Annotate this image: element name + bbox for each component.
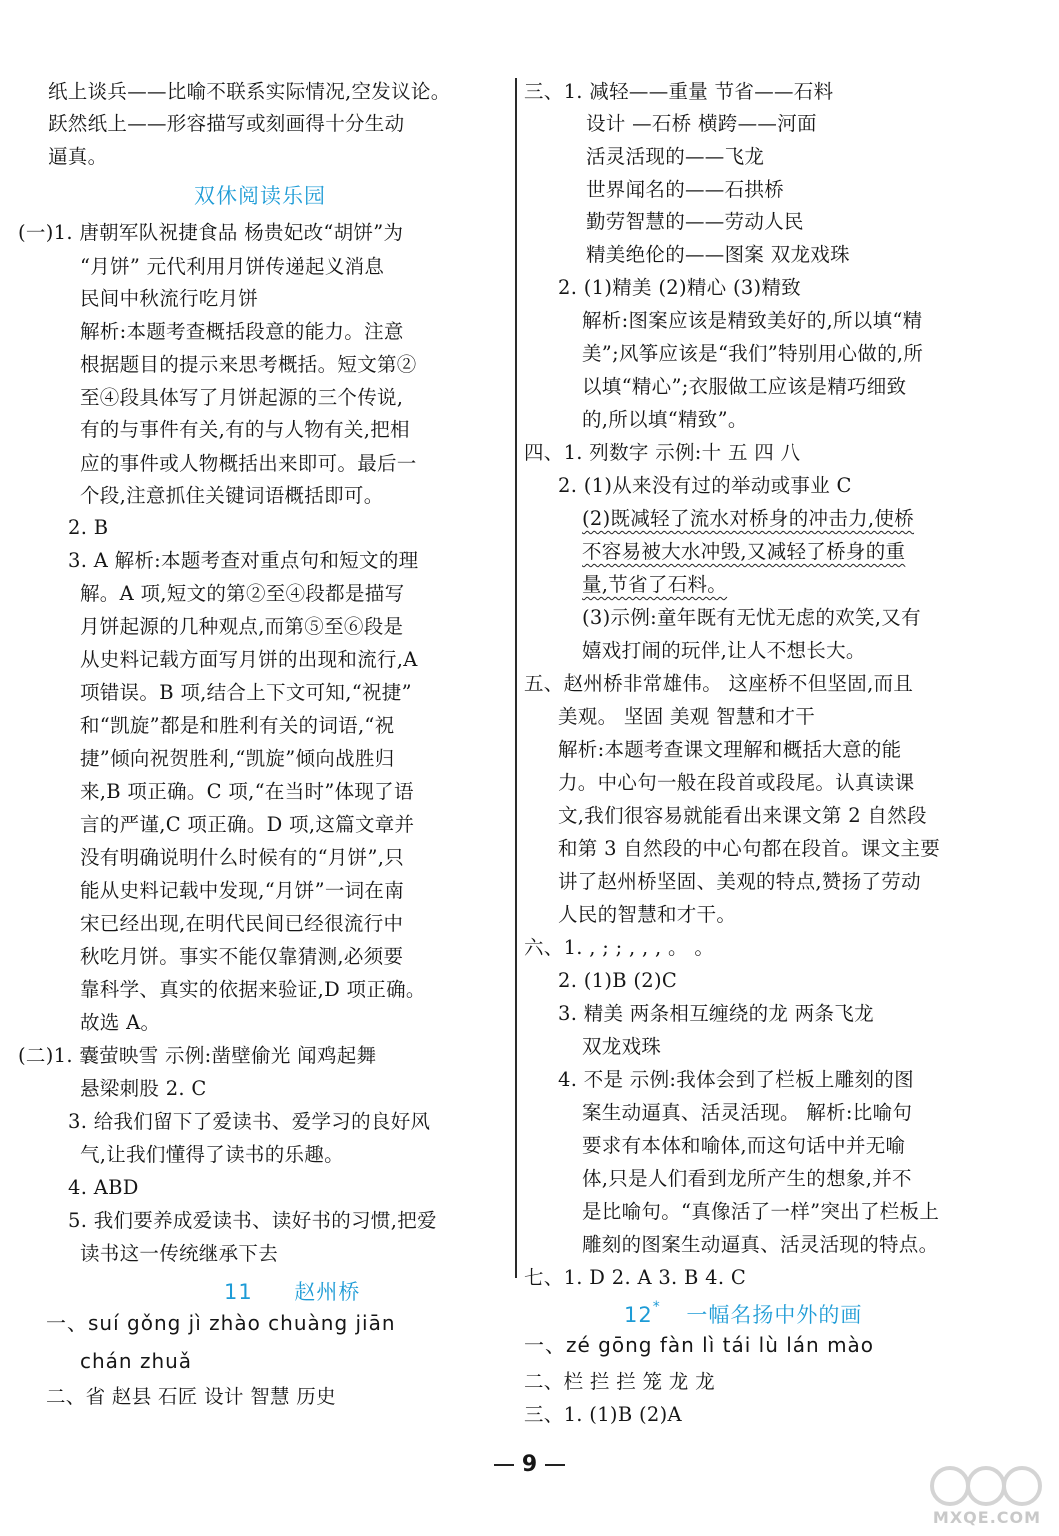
text-line: 至④段具体写了月饼起源的三个传说, [80,386,404,409]
pinyin-line: 一、zé gōng fàn lì tái lù lán mào [524,1333,875,1357]
text-line: 逼真。 [48,145,108,168]
text-line: 嬉戏打闹的玩伴,让人不想长大。 [582,639,866,662]
text-line: 四、1. 列数字 示例:十 五 四 八 [524,441,801,464]
lesson-number: 12 [624,1303,653,1327]
text-line: 2. B [68,516,109,539]
lesson-title: 一幅名扬中外的画 [686,1303,863,1327]
text-line: 靠科学、真实的依据来验证,D 项正确。 [80,978,426,1001]
text-line: 勤劳智慧的——劳动人民 [586,210,804,233]
text-line: (一)1. 唐朝军队祝捷食品 杨贵妃改“胡饼”为 [18,221,404,244]
text-line: 个段,注意抓住关键词语概括即可。 [80,484,384,507]
text-line: 2. (1)从来没有过的举动或事业 C [558,474,852,497]
text-line: 2. (1)B (2)C [558,969,678,992]
text-line: 人民的智慧和才干。 [558,903,737,926]
text-line: 六、1. , ; ; , , , 。 。 [524,936,715,959]
text-line: 跃然纸上——形容描写或刻画得十分生动 [48,112,405,135]
optional-lesson-mark: * [652,1299,661,1315]
text-line: 没有明确说明什么时候有的“月饼”,只 [80,846,405,869]
text-line: 解。A 项,短文的第②至④段都是描写 [80,582,405,605]
text-line: 的,所以填“精致”。 [582,408,748,431]
text-line: 3. 精美 两条相互缠绕的龙 两条飞龙 [558,1002,874,1025]
text-line: 解析:图案应该是精致美好的,所以填“精 [582,309,923,332]
lesson-number: 11 [224,1280,253,1304]
section-heading-reading-park: 双休阅读乐园 [194,184,326,208]
watermark-seal-icon [928,1464,1046,1508]
text-line: 是比喻句。“真像活了一样”突出了栏板上 [582,1200,940,1223]
text-line: 从史料记载方面写月饼的出现和流行,A [80,648,418,671]
lesson-heading [224,1276,360,1306]
text-line: 精美绝伦的——图案 双龙戏珠 [586,243,850,266]
text-line: 讲了赵州桥坚固、美观的特点,赞扬了劳动 [558,870,921,893]
page-number-dash [545,1464,565,1466]
lesson-title: 赵州桥 [294,1280,361,1304]
text-line: 要求有本体和喻体,而这句话中并无喻 [582,1134,906,1157]
text-line: 悬梁刺股 2. C [80,1077,207,1100]
text-line: 二、省 赵县 石匠 设计 智慧 历史 [46,1385,336,1408]
text-line: 五、赵州桥非常雄伟。 这座桥不但坚固,而且 [524,672,914,695]
text-line: 民间中秋流行吃月饼 [80,287,259,310]
page-number-dash [494,1464,514,1466]
text-line: 案生动逼真、活灵活现。 解析:比喻句 [582,1101,913,1124]
text-line: 解析:本题考查课文理解和概括大意的能 [558,738,902,761]
text-line: 5. 我们要养成爱读书、读好书的习惯,把爱 [68,1209,437,1232]
text-line: 月饼起源的几种观点,而第⑤至⑥段是 [80,615,404,638]
text-line: 解析:本题考查概括段意的能力。注意 [80,320,404,343]
text-line: 能从史料记载中发现,“月饼”一词在南 [80,879,405,902]
text-line: 3. A 解析:本题考查对重点句和短文的理 [68,549,419,572]
text-line: 4. ABD [68,1176,139,1199]
text-line: 活灵活现的——飞龙 [586,145,765,168]
text-line: 有的与事件有关,有的与人物有关,把相 [80,418,410,441]
text-line: 3. 给我们留下了爱读书、爱学习的良好风 [68,1110,431,1133]
text-line: 来,B 项正确。C 项,“在当时”体现了语 [80,780,414,803]
text-line: 故选 A。 [80,1011,161,1034]
text-line: 七、1. D 2. A 3. B 4. C [524,1266,747,1289]
text-line: 项错误。B 项,结合上下文可知,“祝捷” [80,681,412,704]
text-line: 根据题目的提示来思考概括。短文第② [80,353,417,376]
underlined-answer-line: 不容易被大水冲毁,又减轻了桥身的重 [582,540,906,563]
text-line: 体,只是人们看到龙所产生的想象,并不 [582,1167,912,1190]
text-line: 应的事件或人物概括出来即可。最后一 [80,452,417,475]
watermark-logo [928,1464,1046,1528]
text-line: 以填“精心”;衣服做工应该是精巧细致 [582,375,907,398]
underlined-answer-line: 量,节省了石料。 [582,573,728,596]
text-line: 美观。 坚固 美观 智慧和才干 [558,705,816,728]
column-divider [515,78,517,1278]
text-line: 和“凯旋”都是和胜利有关的词语,“祝 [80,714,395,737]
text-line: 雕刻的图案生动逼真、活灵活现的特点。 [582,1233,939,1256]
text-line: 设计 —石桥 横跨——河面 [586,112,817,135]
pinyin-line: 一、suí gǒng jì zhào chuàng jiān [46,1311,396,1335]
text-line: 秋吃月饼。事实不能仅靠猜测,必须要 [80,945,404,968]
watermark-text: MXQE.COM [932,1508,1042,1527]
text-line: 读书这一传统继承下去 [80,1242,279,1265]
text-line: 4. 不是 示例:我体会到了栏板上雕刻的图 [558,1068,914,1091]
text-line: 2. (1)精美 (2)精心 (3)精致 [558,276,802,299]
text-line: 言的严谨,C 项正确。D 项,这篇文章并 [80,813,415,836]
text-line: 双龙戏珠 [582,1035,662,1058]
text-line: 宋已经出现,在明代民间已经很流行中 [80,912,404,935]
text-line: 纸上谈兵——比喻不联系实际情况,空发议论。 [48,80,451,103]
text-line: 世界闻名的——石拱桥 [586,178,784,201]
text-line: (二)1. 囊萤映雪 示例:凿壁偷光 闻鸡起舞 [18,1044,377,1067]
text-line: “月饼” 元代利用月饼传递起义消息 [80,255,385,278]
underlined-answer-line: (2)既减轻了流水对桥身的冲击力,使桥 [582,507,915,530]
page-number [0,1452,1059,1477]
text-line: 二、栏 拦 拦 笼 龙 龙 [524,1370,715,1393]
page-number-text: 9 [521,1452,538,1477]
pinyin-line: chán zhuǎ [80,1349,193,1373]
text-line: 捷”倾向祝贺胜利,“凯旋”倾向战胜归 [80,747,395,770]
text-line: 和第 3 自然段的中心句都在段首。课文主要 [558,837,941,860]
lesson-heading [624,1299,862,1329]
text-line: 美”;风筝应该是“我们”特别用心做的,所 [582,342,924,365]
text-line: 三、1. 减轻——重量 节省——石料 [524,80,834,103]
text-line: (3)示例:童年既有无忧无虑的欢笑,又有 [582,606,921,629]
text-line: 力。中心句一般在段首或段尾。认真读课 [558,771,915,794]
text-line: 文,我们很容易就能看出来课文第 2 自然段 [558,804,927,827]
text-line: 三、1. (1)B (2)A [524,1403,682,1426]
text-line: 气,让我们懂得了读书的乐趣。 [80,1143,344,1166]
